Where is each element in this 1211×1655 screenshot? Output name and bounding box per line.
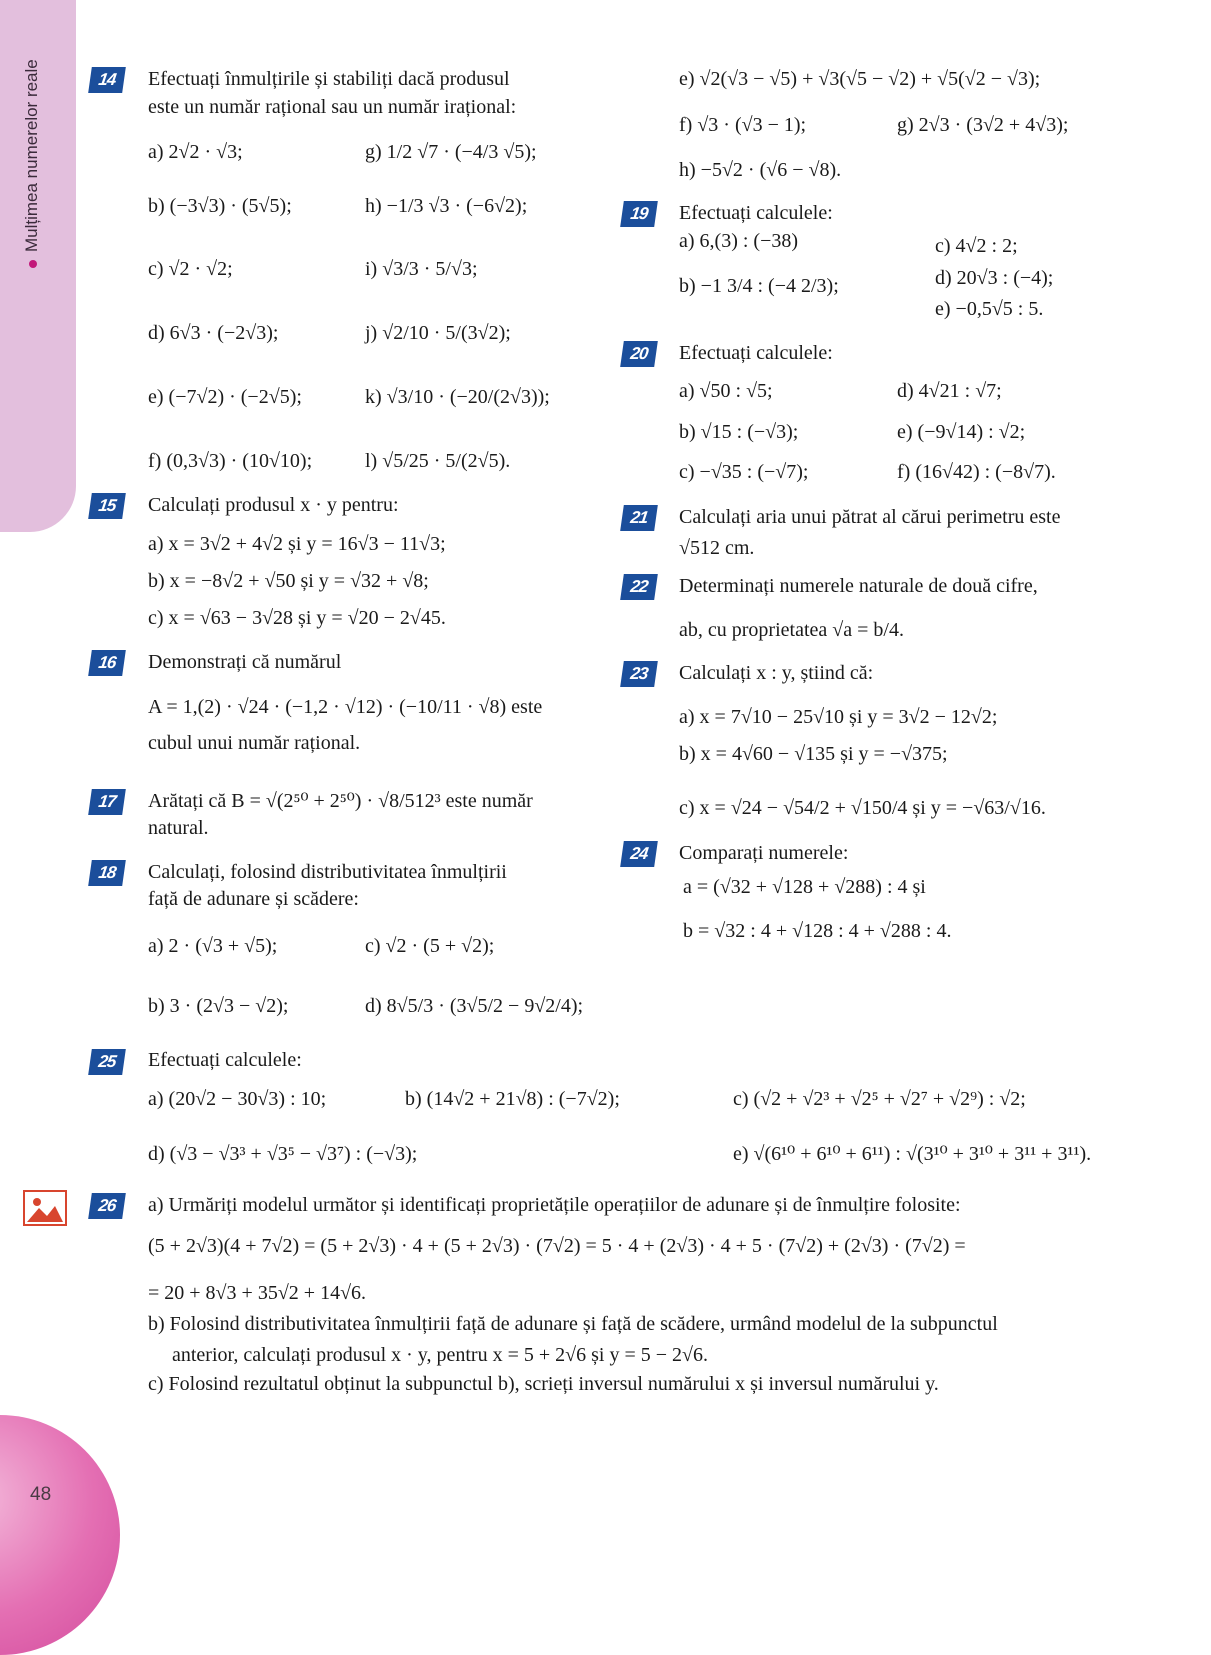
exercise-number-20: 20 xyxy=(620,341,658,367)
exercise-19-item-c: c) 4√2 : 2; xyxy=(935,235,1018,257)
exercise-23-item-c: c) x = √24 − √54/2 + √150/4 și y = −√63/√16. xyxy=(679,797,1046,819)
exercise-number-24: 24 xyxy=(620,841,658,867)
exercise-26-part-c: c) Folosind rezultatul obținut la subpunctul b), scrieți inversul numărului x și inversul numărului y. xyxy=(148,1373,939,1395)
exercise-19-item-b: b) −1 3/4 : (−4 2/3); xyxy=(679,275,839,297)
exercise-24-line3: b = √32 : 4 + √128 : 4 + √288 : 4. xyxy=(683,920,952,942)
exercise-18-item-d: d) 8√5/3 · (3√5/2 − 9√2/4); xyxy=(365,995,584,1017)
exercise-14-line1: Efectuați înmulțirile și stabiliți dacă produsul xyxy=(148,68,510,90)
exercise-24-line1: Comparați numerele: xyxy=(679,842,849,864)
exercise-20-item-b: b) √15 : (−√3); xyxy=(679,421,799,443)
exercise-18-item-e: e) √2(√3 − √5) + √3(√5 − √2) + √5(√2 − √3); xyxy=(679,68,1041,90)
exercise-14-item-e: e) (−7√2) · (−2√5); xyxy=(148,386,302,408)
exercise-20-item-c: c) −√35 : (−√7); xyxy=(679,461,809,483)
exercise-19-item-e: e) −0,5√5 : 5. xyxy=(935,298,1044,320)
exercise-14-line2: este un număr rațional sau un număr irațional: xyxy=(148,96,517,118)
exercise-18-line1: Calculați, folosind distributivitatea înmulțirii xyxy=(148,861,507,883)
exercise-16-line3: cubul unui număr rațional. xyxy=(148,732,361,754)
exercise-21-line1: Calculați aria unui pătrat al cărui perimetru este xyxy=(679,506,1061,528)
exercise-17-line1: Arătați că B = √(2⁵⁰ + 2⁵⁰) · √8/512³ este număr xyxy=(148,790,533,812)
exercise-18-item-b: b) 3 · (2√3 − √2); xyxy=(148,995,289,1017)
exercise-23-item-b: b) x = 4√60 − √135 și y = −√375; xyxy=(679,743,948,765)
exercise-17-line2: natural. xyxy=(148,817,209,839)
exercise-18-item-c: c) √2 · (5 + √2); xyxy=(365,935,495,957)
exercise-20-item-f: f) (16√42) : (−8√7). xyxy=(897,461,1056,483)
exercise-16-line1: Demonstrați că numărul xyxy=(148,651,342,673)
exercise-15-item-c: c) x = √63 − 3√28 și y = √20 − 2√45. xyxy=(148,607,446,629)
exercise-number-26: 26 xyxy=(88,1193,126,1219)
exercise-number-14: 14 xyxy=(88,67,126,93)
exercise-23-item-a: a) x = 7√10 − 25√10 și y = 3√2 − 12√2; xyxy=(679,706,998,728)
exercise-14-item-h: h) −1/3 √3 · (−6√2); xyxy=(365,195,528,217)
bullet-dot-icon xyxy=(29,260,37,268)
exercise-14-item-l: l) √5/25 · 5/(2√5). xyxy=(365,450,511,472)
exercise-number-17: 17 xyxy=(88,789,126,815)
image-icon xyxy=(23,1190,67,1226)
exercise-24-line2: a = (√32 + √128 + √288) : 4 și xyxy=(683,876,926,898)
exercise-number-19: 19 xyxy=(620,201,658,227)
exercise-18-item-h: h) −5√2 · (√6 − √8). xyxy=(679,159,842,181)
exercise-18-item-a: a) 2 · (√3 + √5); xyxy=(148,935,278,957)
exercise-18-item-f: f) √3 · (√3 − 1); xyxy=(679,114,807,136)
exercise-15-item-b: b) x = −8√2 + √50 și y = √32 + √8; xyxy=(148,570,429,592)
exercise-22-line2: ab, cu proprietatea √a = b/4. xyxy=(679,619,904,641)
exercise-25-item-b: b) (14√2 + 21√8) : (−7√2); xyxy=(405,1088,620,1110)
exercise-18-line2: față de adunare și scădere: xyxy=(148,888,359,910)
exercise-23-line1: Calculați x : y, știind că: xyxy=(679,662,874,684)
exercise-16-line2: A = 1,(2) · √24 · (−1,2 · √12) · (−10/11 · √8) este xyxy=(148,696,543,718)
exercise-25-line1: Efectuați calculele: xyxy=(148,1049,302,1071)
exercise-25-item-a: a) (20√2 − 30√3) : 10; xyxy=(148,1088,327,1110)
exercise-20-item-e: e) (−9√14) : √2; xyxy=(897,421,1026,443)
exercise-14-item-i: i) √3/3 · 5/√3; xyxy=(365,258,478,280)
exercise-number-25: 25 xyxy=(88,1049,126,1075)
exercise-14-item-d: d) 6√3 · (−2√3); xyxy=(148,322,279,344)
exercise-26-equation-2: = 20 + 8√3 + 35√2 + 14√6. xyxy=(148,1282,367,1304)
exercise-15-item-a: a) x = 3√2 + 4√2 și y = 16√3 − 11√3; xyxy=(148,533,446,555)
exercise-14-item-a: a) 2√2 · √3; xyxy=(148,141,243,163)
exercise-number-21: 21 xyxy=(620,505,658,531)
sidebar-title: Mulțimea numerelor reale xyxy=(22,59,42,268)
page-number: 48 xyxy=(30,1484,52,1505)
exercise-18-item-g: g) 2√3 · (3√2 + 4√3); xyxy=(897,114,1069,136)
exercise-15-line1: Calculați produsul x · y pentru: xyxy=(148,494,399,516)
exercise-20-line1: Efectuați calculele: xyxy=(679,342,833,364)
exercise-26-part-b-line2: anterior, calculați produsul x · y, pentru x = 5 + 2√6 și y = 5 − 2√6. xyxy=(172,1344,708,1366)
exercise-14-item-j: j) √2/10 · 5/(3√2); xyxy=(365,322,511,344)
exercise-25-item-c: c) (√2 + √2³ + √2⁵ + √2⁷ + √2⁹) : √2; xyxy=(733,1088,1026,1110)
exercise-25-item-d: d) (√3 − √3³ + √3⁵ − √3⁷) : (−√3); xyxy=(148,1143,418,1165)
exercise-19-item-d: d) 20√3 : (−4); xyxy=(935,267,1054,289)
exercise-number-18: 18 xyxy=(88,860,126,886)
exercise-26-equation-1: (5 + 2√3)(4 + 7√2) = (5 + 2√3) · 4 + (5 + 2√3) · (7√2) = 5 · 4 + (2√3) · 4 + 5 · (7√2) + (2√3) · (7√2) = xyxy=(148,1235,966,1257)
exercise-number-23: 23 xyxy=(620,661,658,687)
exercise-14-item-k: k) √3/10 · (−20/(2√3)); xyxy=(365,386,550,408)
corner-decoration xyxy=(0,1415,120,1655)
exercise-26-part-b-line1: b) Folosind distributivitatea înmulțirii față de adunare și față de scădere, urmând modelul de la subpunctul xyxy=(148,1313,998,1335)
exercise-number-16: 16 xyxy=(88,650,126,676)
exercise-14-item-g: g) 1/2 √7 · (−4/3 √5); xyxy=(365,141,537,163)
exercise-26-part-a: a) Urmăriți modelul următor și identificați proprietățile operațiilor de adunare și de înmulțire folosite: xyxy=(148,1194,961,1216)
exercise-number-22: 22 xyxy=(620,574,658,600)
exercise-14-item-b: b) (−3√3) · (5√5); xyxy=(148,195,292,217)
exercise-21-line2: √512 cm. xyxy=(679,537,755,559)
exercise-14-item-c: c) √2 · √2; xyxy=(148,258,233,280)
exercise-19-line1: Efectuați calculele: xyxy=(679,202,833,224)
exercise-number-15: 15 xyxy=(88,493,126,519)
exercise-20-item-a: a) √50 : √5; xyxy=(679,380,773,402)
exercise-20-item-d: d) 4√21 : √7; xyxy=(897,380,1002,402)
exercise-22-line1: Determinați numerele naturale de două cifre, xyxy=(679,575,1038,597)
exercise-14-item-f: f) (0,3√3) · (10√10); xyxy=(148,450,313,472)
exercise-25-item-e: e) √(6¹⁰ + 6¹⁰ + 6¹¹) : √(3¹⁰ + 3¹⁰ + 3¹¹ + 3¹¹). xyxy=(733,1143,1092,1165)
exercise-19-item-a: a) 6,(3) : (−38) xyxy=(679,230,799,252)
